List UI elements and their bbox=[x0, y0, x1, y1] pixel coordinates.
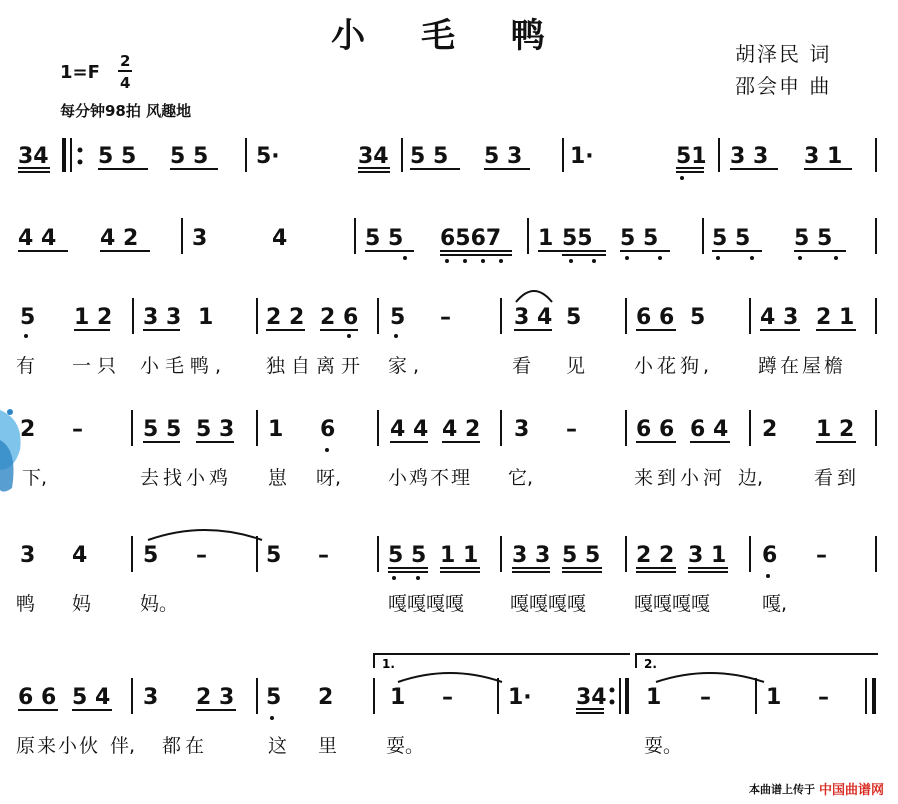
lyric: 嘎, bbox=[762, 593, 788, 615]
note-group: 3 bbox=[192, 226, 208, 251]
note-group: 2 2 bbox=[266, 305, 305, 330]
note-group: 5 bbox=[143, 543, 159, 568]
lyric: 原来小伙 bbox=[16, 735, 101, 757]
note-group: 1· bbox=[570, 144, 594, 169]
note-group: – bbox=[818, 685, 829, 710]
lyric: 家, bbox=[388, 355, 426, 377]
lyric: 下, bbox=[22, 467, 48, 489]
lyric: 蹲在屋檐 bbox=[758, 355, 847, 377]
lyric: 一只 bbox=[72, 355, 123, 377]
note-group: 55 bbox=[562, 226, 593, 251]
lyric: 独自离开 bbox=[266, 355, 367, 377]
lyric: 鸭 bbox=[16, 593, 38, 615]
note-group: 2 2 bbox=[636, 543, 675, 568]
lyricist-credit: 胡泽民 词 bbox=[735, 42, 832, 66]
score-row-1 bbox=[18, 138, 876, 180]
note-group: 3 4 bbox=[514, 305, 553, 330]
note-group: – bbox=[318, 543, 329, 568]
note-group: 4 4 bbox=[390, 417, 429, 442]
volta-2-label: 2. bbox=[644, 657, 657, 671]
note-group: 5 5 bbox=[620, 226, 659, 251]
note-group: 5 bbox=[566, 305, 582, 330]
note-group: 5 3 bbox=[196, 417, 235, 442]
note-group: 1· bbox=[508, 685, 532, 710]
note-group: 6567 bbox=[440, 226, 502, 251]
note-group: 1 2 bbox=[816, 417, 855, 442]
note-group: 5 bbox=[266, 685, 282, 710]
note-group: 4 2 bbox=[442, 417, 481, 442]
note-group: 6 bbox=[762, 543, 778, 568]
butterfly-decoration-icon bbox=[0, 409, 21, 492]
note-group: 5 5 bbox=[365, 226, 404, 251]
note-group: 5 bbox=[266, 543, 282, 568]
note-group: 5 bbox=[390, 305, 406, 330]
note-group: 2 bbox=[318, 685, 334, 710]
lyric: 妈。 bbox=[140, 593, 179, 615]
note-group: – bbox=[196, 543, 207, 568]
lyric: 嘎嘎嘎嘎 bbox=[634, 593, 711, 615]
note-group: 51 bbox=[676, 144, 707, 169]
note-group: 34 bbox=[576, 685, 607, 710]
lyric: 都在 bbox=[162, 735, 209, 757]
score-row-6 bbox=[16, 654, 878, 757]
note-group: – bbox=[442, 685, 453, 710]
footer-uploaded-text: 本曲谱上传于 bbox=[748, 782, 815, 796]
lyric: 来到小河 bbox=[634, 467, 727, 489]
note-group: 4 bbox=[72, 543, 88, 568]
lyric: 嘎嘎嘎嘎 bbox=[388, 593, 465, 615]
note-group: 1 1 bbox=[440, 543, 479, 568]
note-group: 4 2 bbox=[100, 226, 139, 251]
score-row-4 bbox=[20, 410, 876, 489]
note-group: 5 5 bbox=[170, 144, 209, 169]
note-group: 2 3 bbox=[196, 685, 235, 710]
note-group: 5· bbox=[256, 144, 280, 169]
note-group: 1 bbox=[646, 685, 662, 710]
note-group: 5 5 bbox=[388, 543, 427, 568]
score-row-2 bbox=[18, 218, 876, 263]
note-group: – bbox=[72, 417, 83, 442]
note-group: 1 bbox=[390, 685, 406, 710]
note-group: 3 bbox=[20, 543, 36, 568]
note-group: 6 6 bbox=[636, 305, 675, 330]
song-title: 小 毛 鸭 bbox=[331, 16, 567, 56]
note-group: – bbox=[816, 543, 827, 568]
note-group: 5 bbox=[20, 305, 36, 330]
note-group: 2 bbox=[20, 417, 36, 442]
note-group: 1 2 bbox=[74, 305, 113, 330]
composer-credit: 邵会申 曲 bbox=[735, 74, 832, 98]
note-group: 3 1 bbox=[804, 144, 843, 169]
note-group: 3 bbox=[143, 685, 159, 710]
lyric: 伴, bbox=[110, 735, 136, 757]
note-group: 6 6 bbox=[18, 685, 57, 710]
note-group: 6 6 bbox=[636, 417, 675, 442]
note-group: 5 5 bbox=[410, 144, 449, 169]
note-group: 34 bbox=[18, 144, 49, 169]
lyric: 看到 bbox=[814, 467, 861, 489]
note-group: – bbox=[566, 417, 577, 442]
lyric: 去找小鸡 bbox=[140, 467, 233, 489]
lyric: 见 bbox=[566, 355, 586, 377]
note-group: 2 bbox=[762, 417, 778, 442]
score-row-3 bbox=[16, 291, 876, 377]
note-group: 5 5 bbox=[562, 543, 601, 568]
note-group: 3 bbox=[514, 417, 530, 442]
lyric: 里 bbox=[318, 735, 338, 757]
note-group: – bbox=[440, 305, 451, 330]
site-logo[interactable]: 中国曲谱网 bbox=[818, 783, 884, 798]
lyric: 耍。 bbox=[644, 735, 683, 757]
note-group: 3 1 bbox=[688, 543, 727, 568]
note-group: 2 6 bbox=[320, 305, 359, 330]
lyric: 小花狗, bbox=[634, 355, 714, 377]
note-group: 1 bbox=[766, 685, 782, 710]
note-group: 3 3 bbox=[143, 305, 182, 330]
lyric: 耍。 bbox=[386, 735, 425, 757]
note-group: – bbox=[700, 685, 711, 710]
lyric: 妈 bbox=[72, 593, 92, 615]
lyric: 有 bbox=[16, 355, 42, 377]
key-signature: 1=F bbox=[60, 62, 100, 83]
lyric: 这 bbox=[268, 735, 288, 757]
note-group: 5 4 bbox=[72, 685, 111, 710]
score-row-5 bbox=[16, 530, 876, 615]
time-signature-bottom: 4 bbox=[120, 74, 131, 92]
note-group: 3 3 bbox=[730, 144, 769, 169]
footer bbox=[749, 779, 884, 798]
note-group: 4 3 bbox=[760, 305, 799, 330]
note-group: 6 4 bbox=[690, 417, 729, 442]
lyric: 呀, bbox=[316, 467, 342, 489]
note-group: 1 bbox=[538, 226, 554, 251]
note-group: 3 3 bbox=[512, 543, 551, 568]
note-group: 4 4 bbox=[18, 226, 57, 251]
note-group: 34 bbox=[358, 144, 389, 169]
lyric: 边, bbox=[738, 467, 764, 489]
tempo-marking: 每分钟98拍 风趣地 bbox=[60, 102, 192, 120]
note-group: 6 bbox=[320, 417, 336, 442]
note-group: 5 5 bbox=[712, 226, 751, 251]
note-group: 5 3 bbox=[484, 144, 523, 169]
note-group: 5 5 bbox=[98, 144, 137, 169]
note-group: 4 bbox=[272, 226, 288, 251]
lyric: 看 bbox=[512, 355, 532, 377]
volta-1-label: 1. bbox=[382, 657, 395, 671]
lyric: 小毛鸭, bbox=[140, 355, 228, 377]
lyric: 它, bbox=[508, 467, 534, 489]
note-group: 5 bbox=[690, 305, 706, 330]
note-group: 1 bbox=[198, 305, 214, 330]
note-group: 1 bbox=[268, 417, 284, 442]
note-group: 5 5 bbox=[143, 417, 182, 442]
note-group: 5 5 bbox=[794, 226, 833, 251]
lyric: 崽 bbox=[268, 467, 288, 489]
note-group: 2 1 bbox=[816, 305, 855, 330]
lyric: 嘎嘎嘎嘎 bbox=[510, 593, 587, 615]
time-signature-top: 2 bbox=[120, 52, 131, 70]
lyric: 小鸡不理 bbox=[388, 467, 473, 489]
